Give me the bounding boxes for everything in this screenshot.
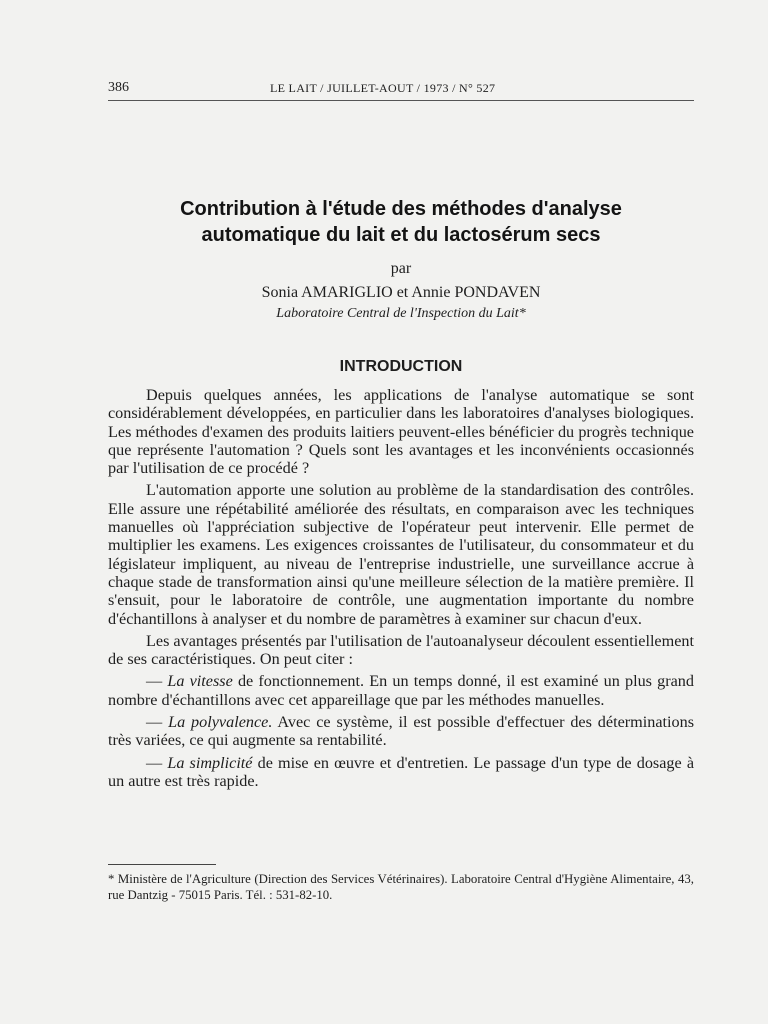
paragraph-1: Depuis quelques années, les applications de l'analyse automatique se sont considérablement développées, en particulier dans les laboratoires d'analyses biologiques. Les méthodes d'examen des produits laitiers peuvent-elles bénéficier du progrès technique que représente l'automation ? Quels sont les avantages et les inconvénients occasionnés par l'utilisation de ce procédé ?	[108, 386, 694, 478]
list-dash: —	[146, 753, 168, 772]
item-text-vitesse: de fonctionnement. En un temps donné, il est examiné un plus grand nombre d'échantillons avec cet appareillage que par les méthodes manuelles.	[108, 672, 694, 709]
paragraph-3: Les avantages présentés par l'utilisation de l'autoanalyseur découlent essentiellement de ses caractéristiques. On peut citer :	[108, 631, 694, 669]
body-text	[108, 386, 694, 794]
page-number: 386	[108, 80, 129, 95]
paragraph-2: L'automation apporte une solution au problème de la standardisation des contrôles. Elle assure une répétabilité améliorée des résultats, en comparaison avec les techniques manuelles où l'appréciation subjective de l'opérateur peut intervenir. Elle permet de multiplier les examens. Les exigences croissantes de l'utilisateur, du consommateur et du législateur impliquent, au niveau de l'entreprise industrielle, une surveillance accrue à chaque stade de transformation ainsi qu'une meilleure sélection de la matière première. Il s'ensuit, pour le laboratoire de contrôle, une augmentation importante du nombre d'échantillons à analyser et du nombre de paramètres à examiner sur chacun d'eux.	[108, 481, 694, 628]
affiliation: Laboratoire Central de l'Inspection du Lait*	[276, 306, 526, 321]
article-title	[108, 196, 694, 248]
term-vitesse: La vitesse	[167, 672, 233, 691]
item-text-polyvalence: Avec ce système, il est possible d'effectuer des déterminations très variées, ce qui augmente sa rentabilité.	[108, 713, 695, 750]
footnote: * Ministère de l'Agriculture (Direction des Services Vétérinaires). Laboratoire Central d'Hygiène Alimentaire, 43, rue Dantzig - 75015 Paris. Tél. : 531-82-10.	[108, 872, 694, 902]
authors: Sonia AMARIGLIO et Annie PONDAVEN	[261, 284, 541, 301]
term-polyvalence: La polyvalence.	[168, 713, 273, 732]
footnote-rule	[108, 864, 216, 865]
list-dash: —	[146, 713, 169, 732]
running-head	[108, 80, 694, 101]
item-text-simplicite: de mise en œuvre et d'entretien. Le passage d'un type de dosage à un autre est très rapide.	[108, 753, 695, 790]
list-item-vitesse	[108, 672, 694, 709]
article-title-line-1: Contribution à l'étude des méthodes d'analyse	[180, 198, 622, 220]
list-item-polyvalence	[108, 713, 694, 750]
term-simplicite: La simplicité	[167, 753, 253, 772]
section-heading-introduction: INTRODUCTION	[339, 358, 463, 375]
list-item-simplicite	[108, 754, 694, 791]
byline-par: par	[390, 260, 412, 277]
article-title-line-2: automatique du lait et du lactosérum secs	[201, 224, 601, 246]
list-dash: —	[146, 672, 168, 691]
journal-citation: LE LAIT / JUILLET-AOUT / 1973 / N° 527	[270, 81, 496, 95]
